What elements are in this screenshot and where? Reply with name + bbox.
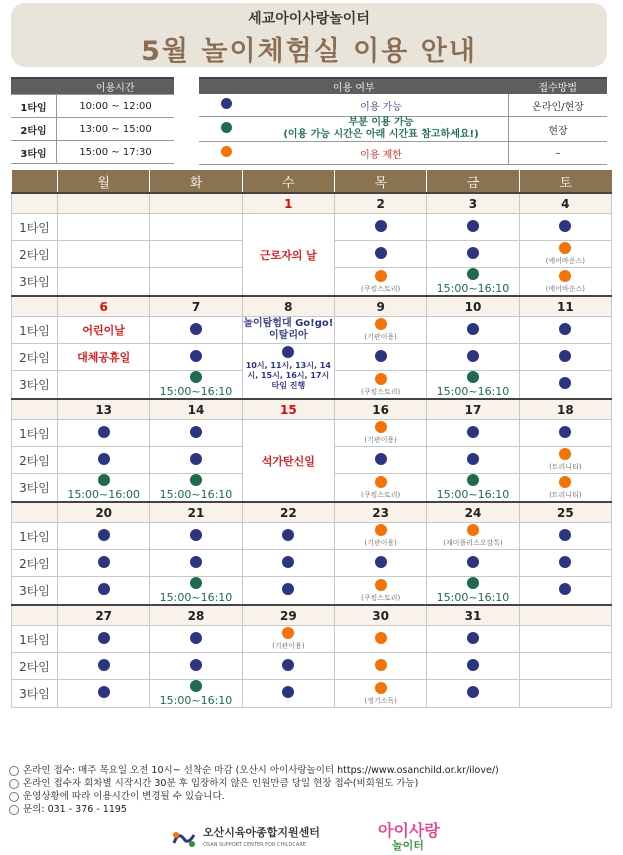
restricted-dot-icon xyxy=(282,627,294,639)
available-dot-icon xyxy=(467,426,479,438)
footer-line: 온라인 접수: 매주 목요일 오전 10시~ 선착순 마감 (오산시 아이사랑놀이터 https://www.osanchild.or.kr/ilove/) xyxy=(23,765,499,776)
bullet-circle-icon xyxy=(9,792,19,802)
day-header: 화 xyxy=(150,170,242,193)
footer-line: 문의: 031 - 376 - 1195 xyxy=(23,804,127,815)
available-dot-icon xyxy=(467,659,479,671)
restricted-dot-icon xyxy=(375,579,387,591)
method-online: 온라인/현장 xyxy=(509,94,608,117)
note: (재미플러스오감톡) xyxy=(443,539,503,547)
partial-time: 15:00~16:10 xyxy=(159,385,233,398)
date-cell: 27 xyxy=(58,605,150,626)
restricted-dot-icon xyxy=(467,524,479,536)
date-cell xyxy=(58,193,150,214)
available-dot-icon xyxy=(467,247,479,259)
restricted-dot-icon xyxy=(221,146,232,157)
restricted-dot-icon xyxy=(559,270,571,282)
footer-logos xyxy=(170,823,470,853)
available-dot-icon xyxy=(559,583,571,595)
holiday-label: 대체공휴일 xyxy=(77,351,131,364)
available-dot-icon xyxy=(282,346,294,358)
slot-row-label: 3타임 xyxy=(12,577,58,606)
available-dot-icon xyxy=(559,220,571,232)
logo1-name: 오산시육아종합지원센터 xyxy=(203,826,320,839)
available-dot-icon xyxy=(559,556,571,568)
slot-row-label: 2타임 xyxy=(12,447,58,474)
date-cell: 31 xyxy=(427,605,519,626)
available-dot-icon xyxy=(559,323,571,335)
date-cell: 8 xyxy=(242,296,334,317)
legend-header-use: 이용 여부 xyxy=(199,78,509,94)
legend-table xyxy=(199,77,607,165)
note: (기관이용) xyxy=(364,539,397,547)
method-onsite: 현장 xyxy=(509,117,608,142)
bullet-circle-icon xyxy=(9,779,19,789)
slot-row-label: 1타임 xyxy=(12,317,58,344)
partial-dot-icon xyxy=(98,474,110,486)
available-dot-icon xyxy=(467,632,479,644)
note: (트리니티) xyxy=(549,463,582,471)
date-cell: 25 xyxy=(519,502,611,523)
restricted-dot-icon xyxy=(375,318,387,330)
note: (쿠킹스토리) xyxy=(361,490,401,499)
legend-available: 이용 가능 xyxy=(254,94,509,117)
slot-row-label: 1타임 xyxy=(12,420,58,447)
slot-row-label: 1타임 xyxy=(12,626,58,653)
available-dot-icon xyxy=(467,220,479,232)
note: (정기소독) xyxy=(364,696,397,705)
available-dot-icon xyxy=(559,350,571,362)
date-cell: 29 xyxy=(242,605,334,626)
available-dot-icon xyxy=(190,453,202,465)
slot-row-label: 3타임 xyxy=(12,371,58,400)
time-header: 이용시간 xyxy=(57,78,175,95)
date-cell: 22 xyxy=(242,502,334,523)
available-dot-icon xyxy=(282,583,294,595)
available-dot-icon xyxy=(98,583,110,595)
partial-time: 15:00~16:10 xyxy=(436,385,510,398)
slot-time: 13:00 ~ 15:00 xyxy=(57,118,175,141)
note: (기관이용) xyxy=(364,436,397,444)
available-dot-icon xyxy=(190,659,202,671)
date-cell: 13 xyxy=(58,399,150,420)
holiday-label: 석가탄신일 xyxy=(261,454,315,468)
bullet-circle-icon xyxy=(9,766,19,776)
slot-label: 2타임 xyxy=(11,118,57,141)
slot-row-label: 2타임 xyxy=(12,344,58,371)
date-cell: 14 xyxy=(150,399,242,420)
available-dot-icon xyxy=(559,529,571,541)
available-dot-icon xyxy=(190,323,202,335)
date-cell: 21 xyxy=(150,502,242,523)
restricted-dot-icon xyxy=(375,476,387,488)
available-dot-icon xyxy=(98,426,110,438)
restricted-dot-icon xyxy=(559,242,571,254)
date-cell: 23 xyxy=(334,502,426,523)
slot-row-label: 1타임 xyxy=(12,214,58,241)
slot-row-label: 2타임 xyxy=(12,653,58,680)
date-cell: 4 xyxy=(519,193,611,214)
event-times: 10시, 11시, 13시, 14시, 15시, 16시, 17시 타임 진행 xyxy=(245,361,331,390)
day-header: 금 xyxy=(427,170,519,193)
slot-row-label: 2타임 xyxy=(12,241,58,268)
legend-partial-note: (이용 가능 시간은 아래 시간표 참고하세요!) xyxy=(283,129,479,140)
available-dot-icon xyxy=(190,632,202,644)
legend-partial-text: 부분 이용 가능 xyxy=(348,117,414,128)
day-header: 월 xyxy=(58,170,150,193)
available-dot-icon xyxy=(467,686,479,698)
slot-row-label: 3타임 xyxy=(12,474,58,503)
note: (기관이용) xyxy=(364,333,397,341)
available-dot-icon xyxy=(98,529,110,541)
date-cell: 20 xyxy=(58,502,150,523)
available-dot-icon xyxy=(190,529,202,541)
note: (에어바운스) xyxy=(545,257,585,265)
slot-row-label: 3타임 xyxy=(12,268,58,297)
partial-time: 15:00~16:10 xyxy=(159,591,233,604)
page-header xyxy=(11,3,607,67)
restricted-dot-icon xyxy=(375,270,387,282)
date-cell: 10 xyxy=(427,296,519,317)
available-dot-icon xyxy=(375,453,387,465)
aisarang-logo xyxy=(378,823,440,853)
logo2-line1: 아이사랑 xyxy=(378,821,440,840)
date-cell: 7 xyxy=(150,296,242,317)
slot-label: 1타임 xyxy=(11,95,57,118)
method-none: – xyxy=(509,142,608,165)
slot-time: 10:00 ~ 12:00 xyxy=(57,95,175,118)
holiday-cell xyxy=(242,214,334,297)
partial-dot-icon xyxy=(221,122,232,133)
partial-dot-icon xyxy=(467,371,479,383)
date-cell: 18 xyxy=(519,399,611,420)
available-dot-icon xyxy=(375,220,387,232)
date-cell: 15 xyxy=(242,399,334,420)
partial-dot-icon xyxy=(190,680,202,692)
partial-time: 15:00~16:10 xyxy=(436,282,510,295)
slot-row-label: 2타임 xyxy=(12,550,58,577)
page-subtitle: 세교아이사랑놀이터 xyxy=(248,11,370,27)
available-dot-icon xyxy=(467,350,479,362)
available-dot-icon xyxy=(98,632,110,644)
available-dot-icon xyxy=(375,350,387,362)
date-cell xyxy=(150,193,242,214)
available-dot-icon xyxy=(98,556,110,568)
legend-partial xyxy=(254,117,509,142)
available-dot-icon xyxy=(282,556,294,568)
available-dot-icon xyxy=(375,247,387,259)
slot-row-label: 3타임 xyxy=(12,680,58,708)
partial-time: 15:00~16:10 xyxy=(159,694,233,707)
date-cell xyxy=(519,605,611,626)
note: (기관이용) xyxy=(272,642,305,650)
available-dot-icon xyxy=(190,556,202,568)
restricted-dot-icon xyxy=(375,682,387,694)
calendar xyxy=(11,170,612,708)
slot-row-label: 1타임 xyxy=(12,523,58,550)
partial-time: 15:00~16:10 xyxy=(159,488,233,501)
date-cell: 9 xyxy=(334,296,426,317)
partial-dot-icon xyxy=(190,577,202,589)
date-cell: 11 xyxy=(519,296,611,317)
available-dot-icon xyxy=(467,556,479,568)
date-cell: 1 xyxy=(242,193,334,214)
event-title: 놀이탐험대 Go!go!이탈리아 xyxy=(243,318,334,341)
restricted-dot-icon xyxy=(375,659,387,671)
available-dot-icon xyxy=(98,659,110,671)
footer-line: 온라인 접수자 회차별 시작시간 30분 후 입장하지 않은 인원만큼 당일 현장 접수(비회원도 가능) xyxy=(23,778,419,789)
available-dot-icon xyxy=(282,529,294,541)
legend-header-method: 접수방법 xyxy=(509,78,608,94)
available-dot-icon xyxy=(98,453,110,465)
holiday-label: 근로자의 날 xyxy=(259,248,317,262)
slot-time: 15:00 ~ 17:30 xyxy=(57,141,175,164)
available-dot-icon xyxy=(282,686,294,698)
day-header: 수 xyxy=(242,170,334,193)
note: (트리니티) xyxy=(549,490,582,499)
available-dot-icon xyxy=(190,350,202,362)
available-dot-icon xyxy=(375,556,387,568)
footer-line: 운영상황에 따라 이용시간이 변경될 수 있습니다. xyxy=(23,791,225,802)
restricted-dot-icon xyxy=(559,448,571,460)
holiday-cell xyxy=(242,420,334,503)
date-cell: 17 xyxy=(427,399,519,420)
available-dot-icon xyxy=(467,453,479,465)
available-dot-icon xyxy=(559,426,571,438)
partial-dot-icon xyxy=(467,268,479,280)
date-cell: 6 xyxy=(58,296,150,317)
partial-dot-icon xyxy=(190,474,202,486)
day-header: 토 xyxy=(519,170,611,193)
available-dot-icon xyxy=(282,659,294,671)
holiday-label: 어린이날 xyxy=(82,324,125,337)
available-dot-icon xyxy=(221,98,232,109)
date-cell: 30 xyxy=(334,605,426,626)
date-cell: 16 xyxy=(334,399,426,420)
date-cell: 2 xyxy=(334,193,426,214)
restricted-dot-icon xyxy=(559,476,571,488)
partial-dot-icon xyxy=(467,474,479,486)
partial-time: 15:00~16:10 xyxy=(436,488,510,501)
partial-time: 15:00~16:00 xyxy=(67,488,140,501)
note: (쿠킹스토리) xyxy=(361,593,401,602)
footer-notes xyxy=(9,764,609,816)
restricted-dot-icon xyxy=(375,632,387,644)
legend-restricted: 이용 제한 xyxy=(254,142,509,165)
logo1-en: OSAN SUPPORT CENTER FOR CHILDCARE xyxy=(203,842,306,848)
partial-dot-icon xyxy=(190,371,202,383)
available-dot-icon xyxy=(98,686,110,698)
note: (쿠킹스토리) xyxy=(361,387,401,396)
partial-time: 15:00~16:10 xyxy=(436,591,510,604)
restricted-dot-icon xyxy=(375,373,387,385)
available-dot-icon xyxy=(467,323,479,335)
available-dot-icon xyxy=(190,426,202,438)
osan-logo-icon xyxy=(170,829,198,849)
restricted-dot-icon xyxy=(375,524,387,536)
partial-dot-icon xyxy=(467,577,479,589)
date-cell: 3 xyxy=(427,193,519,214)
time-table xyxy=(11,77,174,164)
bullet-circle-icon xyxy=(9,805,19,815)
note: (에어바운스) xyxy=(545,284,585,293)
date-cell: 24 xyxy=(427,502,519,523)
date-cell: 28 xyxy=(150,605,242,626)
osan-center-logo xyxy=(170,827,320,851)
day-header: 목 xyxy=(334,170,426,193)
available-dot-icon xyxy=(559,377,571,389)
restricted-dot-icon xyxy=(375,421,387,433)
page-title: 5월 놀이체험실 이용 안내 xyxy=(141,36,477,67)
note: (쿠킹스토리) xyxy=(361,284,401,293)
logo2-line2: 놀이터 xyxy=(392,839,424,852)
slot-label: 3타임 xyxy=(11,141,57,164)
